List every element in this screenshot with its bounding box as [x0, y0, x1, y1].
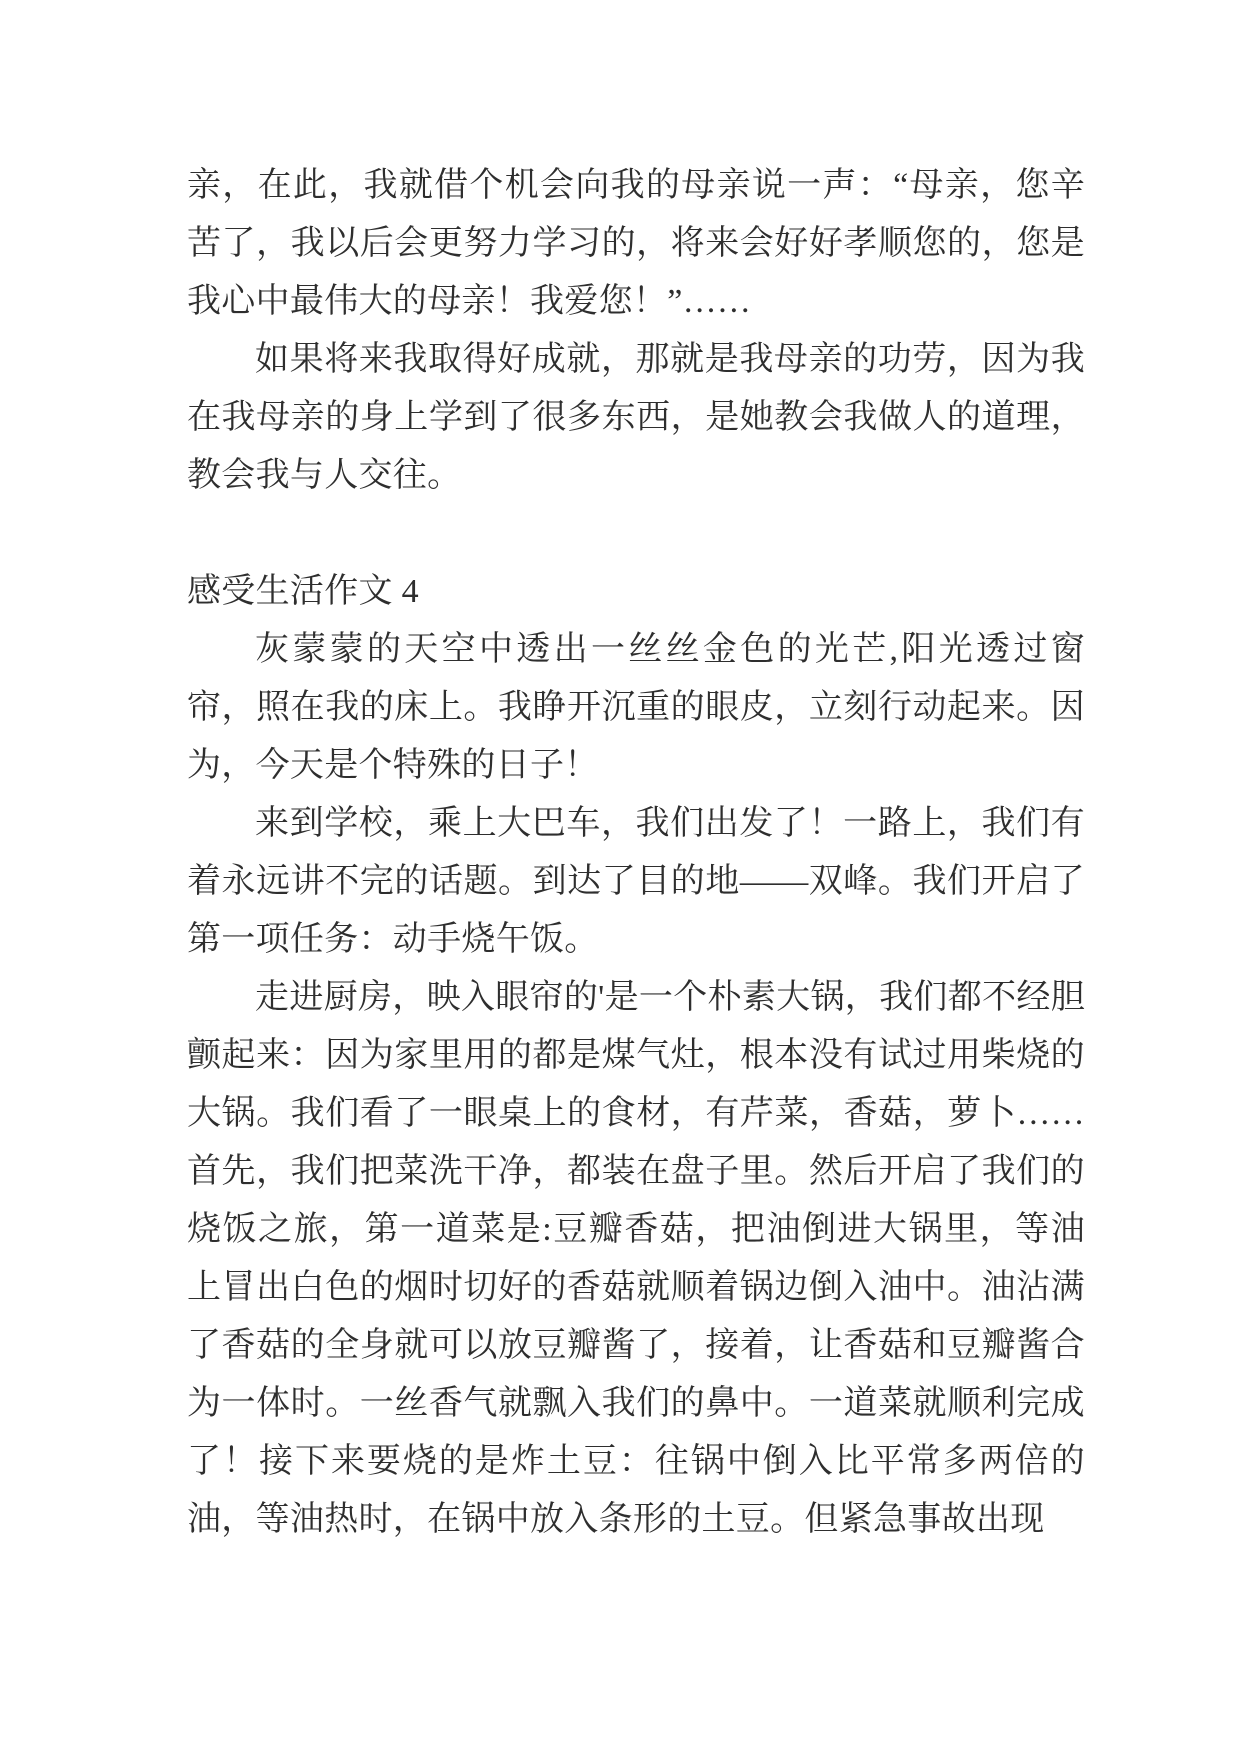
essay-text-column	[187, 157, 1085, 1549]
paragraph-bus-trip-task: 来到学校，乘上大巴车，我们出发了！一路上，我们有着永远讲不完的话题。到达了目的地——双峰。我们开启了第一项任务：动手烧午饭。	[187, 805, 1085, 958]
essay-section-heading: 感受生活作文 4	[187, 573, 419, 610]
paragraph-mother-tribute: 亲，在此，我就借个机会向我的母亲说一声：“母亲，您辛苦了，我以后会更努力学习的，将来会好好孝顺您的，您是我心中最伟大的母亲！我爱您！”……	[187, 167, 1085, 320]
paragraph-mother-credit: 如果将来我取得好成就，那就是我母亲的功劳，因为我在我母亲的身上学到了很多东西，是她教会我做人的道理，教会我与人交往。	[187, 341, 1085, 494]
paragraph-special-day-morning: 灰蒙蒙的天空中透出一丝丝金色的光芒,阳光透过窗帘，照在我的床上。我睁开沉重的眼皮，立刻行动起来。因为，今天是个特殊的日子！	[187, 631, 1085, 784]
paragraph-cooking-lunch: 走进厨房，映入眼帘的'是一个朴素大锅，我们都不经胆颤起来：因为家里用的都是煤气灶，根本没有试过用柴烧的大锅。我们看了一眼桌上的食材，有芹菜，香菇，萝卜……首先，我们把菜洗干净，都装在盘子里。然后开启了我们的烧饭之旅，第一道菜是:豆瓣香菇，把油倒进大锅里，等油上冒出白色的烟时切好的香菇就顺着锅边倒入油中。油沾满了香菇的全身就可以放豆瓣酱了，接着，让香菇和豆瓣酱合为一体时。一丝香气就飘入我们的鼻中。一道菜就顺利完成了！接下来要烧的是炸土豆：往锅中倒入比平常多两倍的油，等油热时，在锅中放入条形的土豆。但紧急事故出现	[187, 979, 1085, 1538]
